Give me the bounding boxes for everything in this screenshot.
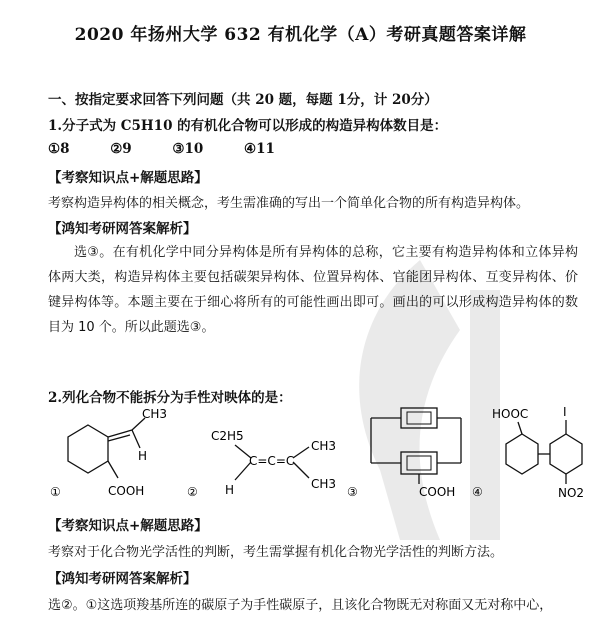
s1-marker: ① [50,485,61,499]
structure-4 [470,398,595,504]
option-4: ④11 [244,141,275,157]
s2-h-label: H [225,483,235,497]
question-1-text: 1.分子式为 C5H10 的有机化合物可以形成的构造异构体数目是： [48,118,448,134]
s2-allene-label: C=C=C [249,454,295,468]
s3-cooh-label: COOH [419,485,456,499]
question-2-text: 2.列化合物不能拆分为手性对映体的是： [48,390,292,406]
section-heading: 一、按指定要求回答下列问题（共 20 题，每题 1分，计 20分） [48,92,438,108]
s3-marker: ③ [347,485,358,499]
s4-iodo-label: I [563,405,567,419]
structure-2 [185,400,355,510]
s1-cooh-label: COOH [108,484,145,498]
option-1: ①8 [48,141,70,157]
structure-1 [48,400,178,510]
s2-ch3-lower: CH3 [311,477,337,491]
s4-hooc-label: HOOC [492,407,529,421]
s2-c2h5-label: C2H5 [211,429,244,443]
q2-knowledge-heading: 【考察知识点+解题思路】 [48,518,208,534]
q1-knowledge-text: 考察构造异构体的相关概念，考生需准确的写出一个简单化合物的所有构造异构体。 [48,196,530,211]
option-2: ②9 [110,141,132,157]
q1-knowledge-heading: 【考察知识点+解题思路】 [48,170,208,186]
s2-ch3-upper: CH3 [311,439,337,453]
s4-no2-label: NO2 [558,486,585,500]
question-1-options [48,141,311,157]
s1-ch3-label: CH3 [142,407,168,421]
option-3: ③10 [172,141,204,157]
structure-3 [345,400,475,510]
s2-marker: ② [187,485,198,499]
q1-analysis-heading: 【鸿知考研网答案解析】 [48,221,197,237]
page-title: 2020 年扬州大学 632 有机化学（A）考研真题答案详解 [74,25,527,45]
q2-analysis-heading: 【鸿知考研网答案解析】 [48,571,197,587]
q2-knowledge-text: 考察对于化合物光学活性的判断，考生需掌握有机化合物光学活性的判断方法。 [48,545,504,560]
s4-marker: ④ [472,485,483,499]
s1-h-label: H [138,449,148,463]
q2-analysis-text: 选②。①这选项羧基所连的碳原子为手性碳原子，且该化合物既无对称面又无对称中心， [48,598,553,613]
q1-analysis-text: 选③。在有机化学中同分异构体是所有异构体的总称，它主要有构造异构体和立体异构体两大类，构造异构体主要包括碳架异构体、位置异构体、官能团异构体、互变异构体、价键异构体等。本题主要在于细心将所有的可能性画出即可。画出的可以形成构造异构体的数目为 10 个。所以此题选③。 [48,245,578,335]
